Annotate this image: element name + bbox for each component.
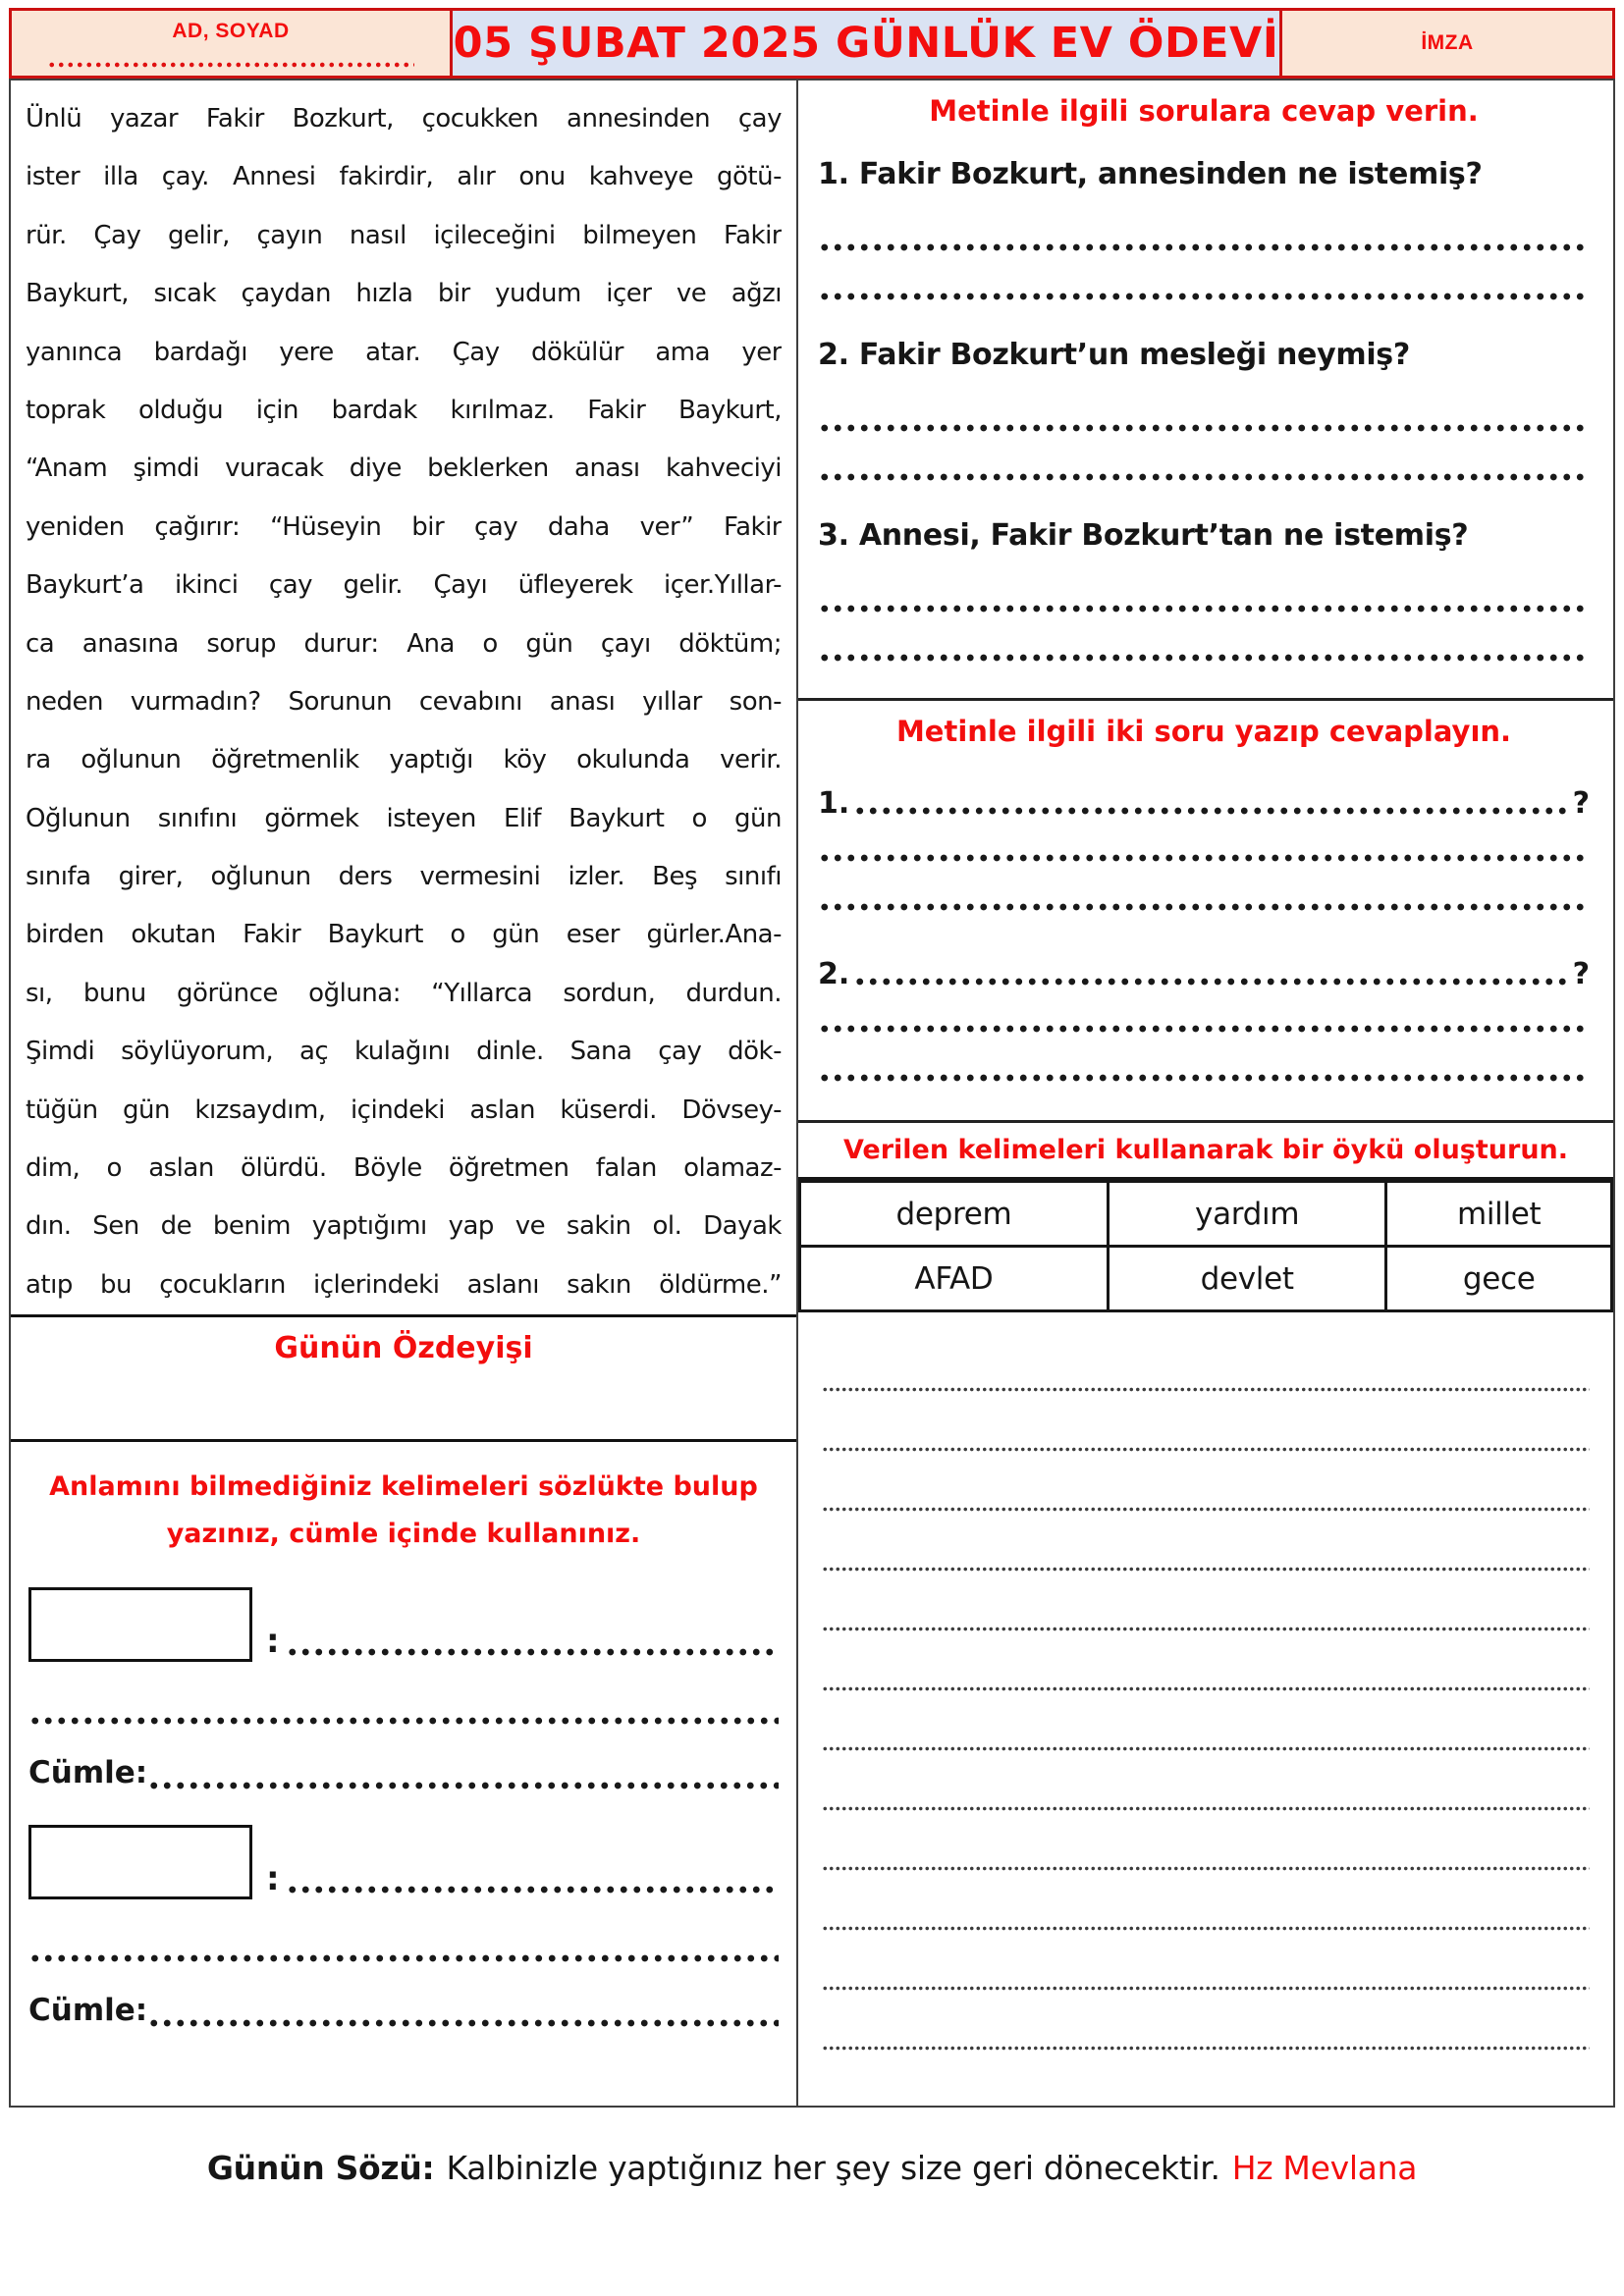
dotted-leader bbox=[147, 1988, 779, 2033]
question-mark-label: ? bbox=[1572, 786, 1590, 821]
writing-line bbox=[822, 1392, 1590, 1452]
name-surname-label: AD, SOYAD bbox=[172, 20, 290, 42]
writing-line bbox=[822, 1332, 1590, 1392]
story-line: tüğün gün kızsaydım, içindeki aslan küserdi. Dövsey- bbox=[26, 1095, 782, 1125]
vocabulary-section bbox=[11, 1442, 796, 2106]
word-row bbox=[28, 1825, 779, 1899]
story-line: birden okutan Fakir Baykurt o gün eser gürler.Ana- bbox=[26, 920, 782, 950]
colon-label: : bbox=[266, 1859, 280, 1899]
answer-line bbox=[818, 821, 1590, 870]
write-questions-title: Metinle ilgili iki soru yazıp cevaplayın. bbox=[895, 715, 1512, 748]
quote-of-day-box bbox=[11, 1314, 796, 1442]
story-task-title: Verilen kelimeleri kullanarak bir öykü oluşturun. bbox=[842, 1135, 1569, 1165]
question-number: 1. bbox=[818, 786, 850, 821]
word-cell: AFAD bbox=[800, 1247, 1109, 1311]
signature-box bbox=[1279, 8, 1615, 79]
dotted-leader bbox=[286, 1623, 779, 1662]
story-line: yeniden çağırır: “Hüseyin bir çay daha ver” Fakir bbox=[26, 511, 782, 542]
answer-line bbox=[818, 620, 1590, 669]
question-text: 2. Fakir Bozkurt’un mesleği neymiş? bbox=[818, 338, 1410, 372]
answer-line bbox=[818, 440, 1590, 489]
text-questions-title: Metinle ilgili sorulara cevap verin. bbox=[929, 94, 1479, 128]
story-line: ister illa çay. Annesi fakirdir, alır onu kahveye götü- bbox=[26, 162, 782, 192]
writing-line bbox=[822, 1871, 1590, 1931]
writing-line bbox=[822, 1811, 1590, 1871]
word-box bbox=[28, 1825, 252, 1899]
write-question-block bbox=[818, 768, 1590, 919]
write-questions-blocks bbox=[818, 768, 1590, 1090]
sentence-row bbox=[28, 1750, 779, 1795]
footer-quote-label: Günün Sözü: bbox=[206, 2149, 435, 2187]
story-line: yanınca bardağı yere atar. Çay dökülür ama yer bbox=[26, 337, 782, 367]
vocabulary-title-line1: Anlamını bilmediğiniz kelimeleri sözlükte bulup bbox=[49, 1471, 758, 1503]
word-cell: millet bbox=[1386, 1182, 1612, 1247]
story-line: Ünlü yazar Fakir Bozkurt, çocukken annesinden çay bbox=[26, 104, 782, 133]
name-dotted-line bbox=[47, 60, 415, 69]
reading-text bbox=[11, 80, 796, 1314]
answer-line bbox=[818, 259, 1590, 308]
footer-quote-author: Hz Mevlana bbox=[1231, 2149, 1418, 2187]
story-line: atıp bu çocukların içlerindeki aslanı sakın öldürme.” bbox=[26, 1269, 782, 1300]
story-line: dın. Sen de benim yaptığımı yap ve sakin ol. Dayak bbox=[26, 1211, 782, 1242]
colon-label: : bbox=[266, 1622, 280, 1662]
left-column bbox=[11, 80, 798, 2106]
answer-line bbox=[818, 1041, 1590, 1090]
word-table-row bbox=[800, 1247, 1612, 1311]
write-question-row bbox=[818, 938, 1590, 991]
vocab-entry bbox=[28, 1825, 779, 2033]
story-task-section bbox=[798, 1123, 1613, 2106]
answer-line bbox=[818, 991, 1590, 1041]
answer-line bbox=[818, 210, 1590, 259]
word-cell: devlet bbox=[1108, 1247, 1385, 1311]
writing-line bbox=[822, 1691, 1590, 1751]
story-task-title-row bbox=[798, 1123, 1613, 1180]
story-line: neden vurmadın? Sorunun cevabını anası yıllar son- bbox=[26, 686, 782, 717]
story-line: sınıfa girer, oğlunun ders vermesini izler. Beş sınıfı bbox=[26, 862, 782, 892]
story-line: sı, bunu görünce oğluna: “Yıllarca sordun, durdun. bbox=[26, 978, 782, 1008]
dotted-leader bbox=[853, 783, 1568, 821]
question-block bbox=[818, 338, 1590, 489]
write-question-block bbox=[818, 938, 1590, 1090]
dotted-leader bbox=[853, 954, 1568, 991]
vocabulary-title bbox=[28, 1464, 779, 1558]
signature-label: İMZA bbox=[1421, 31, 1474, 54]
write-question-row bbox=[818, 768, 1590, 821]
writing-line bbox=[822, 1931, 1590, 1991]
word-box bbox=[28, 1587, 252, 1662]
title-box bbox=[450, 8, 1282, 79]
story-line: toprak olduğu için bardak kırılmaz. Fakir Baykurt, bbox=[26, 395, 782, 425]
writing-line bbox=[822, 1452, 1590, 1512]
sentence-label: Cümle: bbox=[28, 1755, 148, 1791]
vocab-entry bbox=[28, 1587, 779, 1795]
story-writing-lines bbox=[798, 1312, 1613, 2106]
sentence-row bbox=[28, 1988, 779, 2033]
quote-of-day-title: Günün Özdeyişi bbox=[274, 1331, 533, 1366]
main-content bbox=[9, 79, 1615, 2108]
footer-quote-text: Kalbinizle yaptığınız her şey size geri dönecektir. bbox=[446, 2149, 1220, 2187]
footer bbox=[9, 2108, 1615, 2296]
dotted-leader bbox=[147, 1750, 779, 1795]
word-table-row bbox=[800, 1182, 1612, 1247]
word-table bbox=[798, 1180, 1613, 1312]
name-surname-box bbox=[9, 8, 453, 79]
answer-line bbox=[818, 571, 1590, 620]
question-block bbox=[818, 518, 1590, 669]
answer-line bbox=[28, 1915, 779, 1970]
question-text: 3. Annesi, Fakir Bozkurt’tan ne istemiş? bbox=[818, 518, 1469, 553]
story-line: Baykurt’a ikinci çay gelir. Çayı üfleyerek içer.Yıllar- bbox=[26, 570, 782, 601]
sentence-label: Cümle: bbox=[28, 1993, 148, 2029]
story-line: “Anam şimdi vuracak diye beklerken anası kahveciyi bbox=[26, 454, 782, 484]
answer-line bbox=[818, 391, 1590, 440]
question-text: 1. Fakir Bozkurt, annesinden ne istemiş? bbox=[818, 157, 1483, 191]
writing-line bbox=[822, 1512, 1590, 1572]
writing-line bbox=[822, 1751, 1590, 1811]
writing-line bbox=[822, 1631, 1590, 1691]
story-line: ca anasına sorup durur: Ana o gün çayı döktüm; bbox=[26, 628, 782, 659]
answer-line bbox=[818, 870, 1590, 919]
story-line: ra oğlunun öğretmenlik yaptığı köy okulunda verir. bbox=[26, 745, 782, 775]
question-block bbox=[818, 157, 1590, 308]
writing-line bbox=[822, 1572, 1590, 1631]
question-mark-label: ? bbox=[1572, 957, 1590, 991]
word-row bbox=[28, 1587, 779, 1662]
story-line: Oğlunun sınıfını görmek isteyen Elif Baykurt o gün bbox=[26, 803, 782, 833]
vocabulary-title-line2: yazınız, cümle içinde kullanınız. bbox=[166, 1519, 641, 1550]
story-line: Baykurt, sıcak çaydan hızla bir yudum içer ve ağzı bbox=[26, 279, 782, 309]
page-title: 05 ŞUBAT 2025 GÜNLÜK EV ÖDEVİ bbox=[453, 19, 1279, 68]
text-questions-blocks bbox=[818, 157, 1590, 669]
dotted-leader bbox=[286, 1860, 779, 1899]
story-line: dim, o aslan ölürdü. Böyle öğretmen falan olamaz- bbox=[26, 1153, 782, 1184]
story-line: Şimdi söylüyorum, aç kulağını dinle. Sana çay dök- bbox=[26, 1037, 782, 1067]
write-questions-section bbox=[798, 701, 1613, 1123]
vocabulary-entries bbox=[28, 1587, 779, 2033]
word-cell: gece bbox=[1386, 1247, 1612, 1311]
word-cell: deprem bbox=[800, 1182, 1109, 1247]
right-column bbox=[798, 80, 1613, 2106]
answer-line bbox=[28, 1678, 779, 1733]
text-questions-section bbox=[798, 80, 1613, 701]
writing-line bbox=[822, 1991, 1590, 2051]
question-number: 2. bbox=[818, 957, 850, 991]
story-line: rür. Çay gelir, çayın nasıl içileceğini bilmeyen Fakir bbox=[26, 220, 782, 250]
word-cell: yardım bbox=[1108, 1182, 1385, 1247]
header bbox=[9, 8, 1615, 79]
